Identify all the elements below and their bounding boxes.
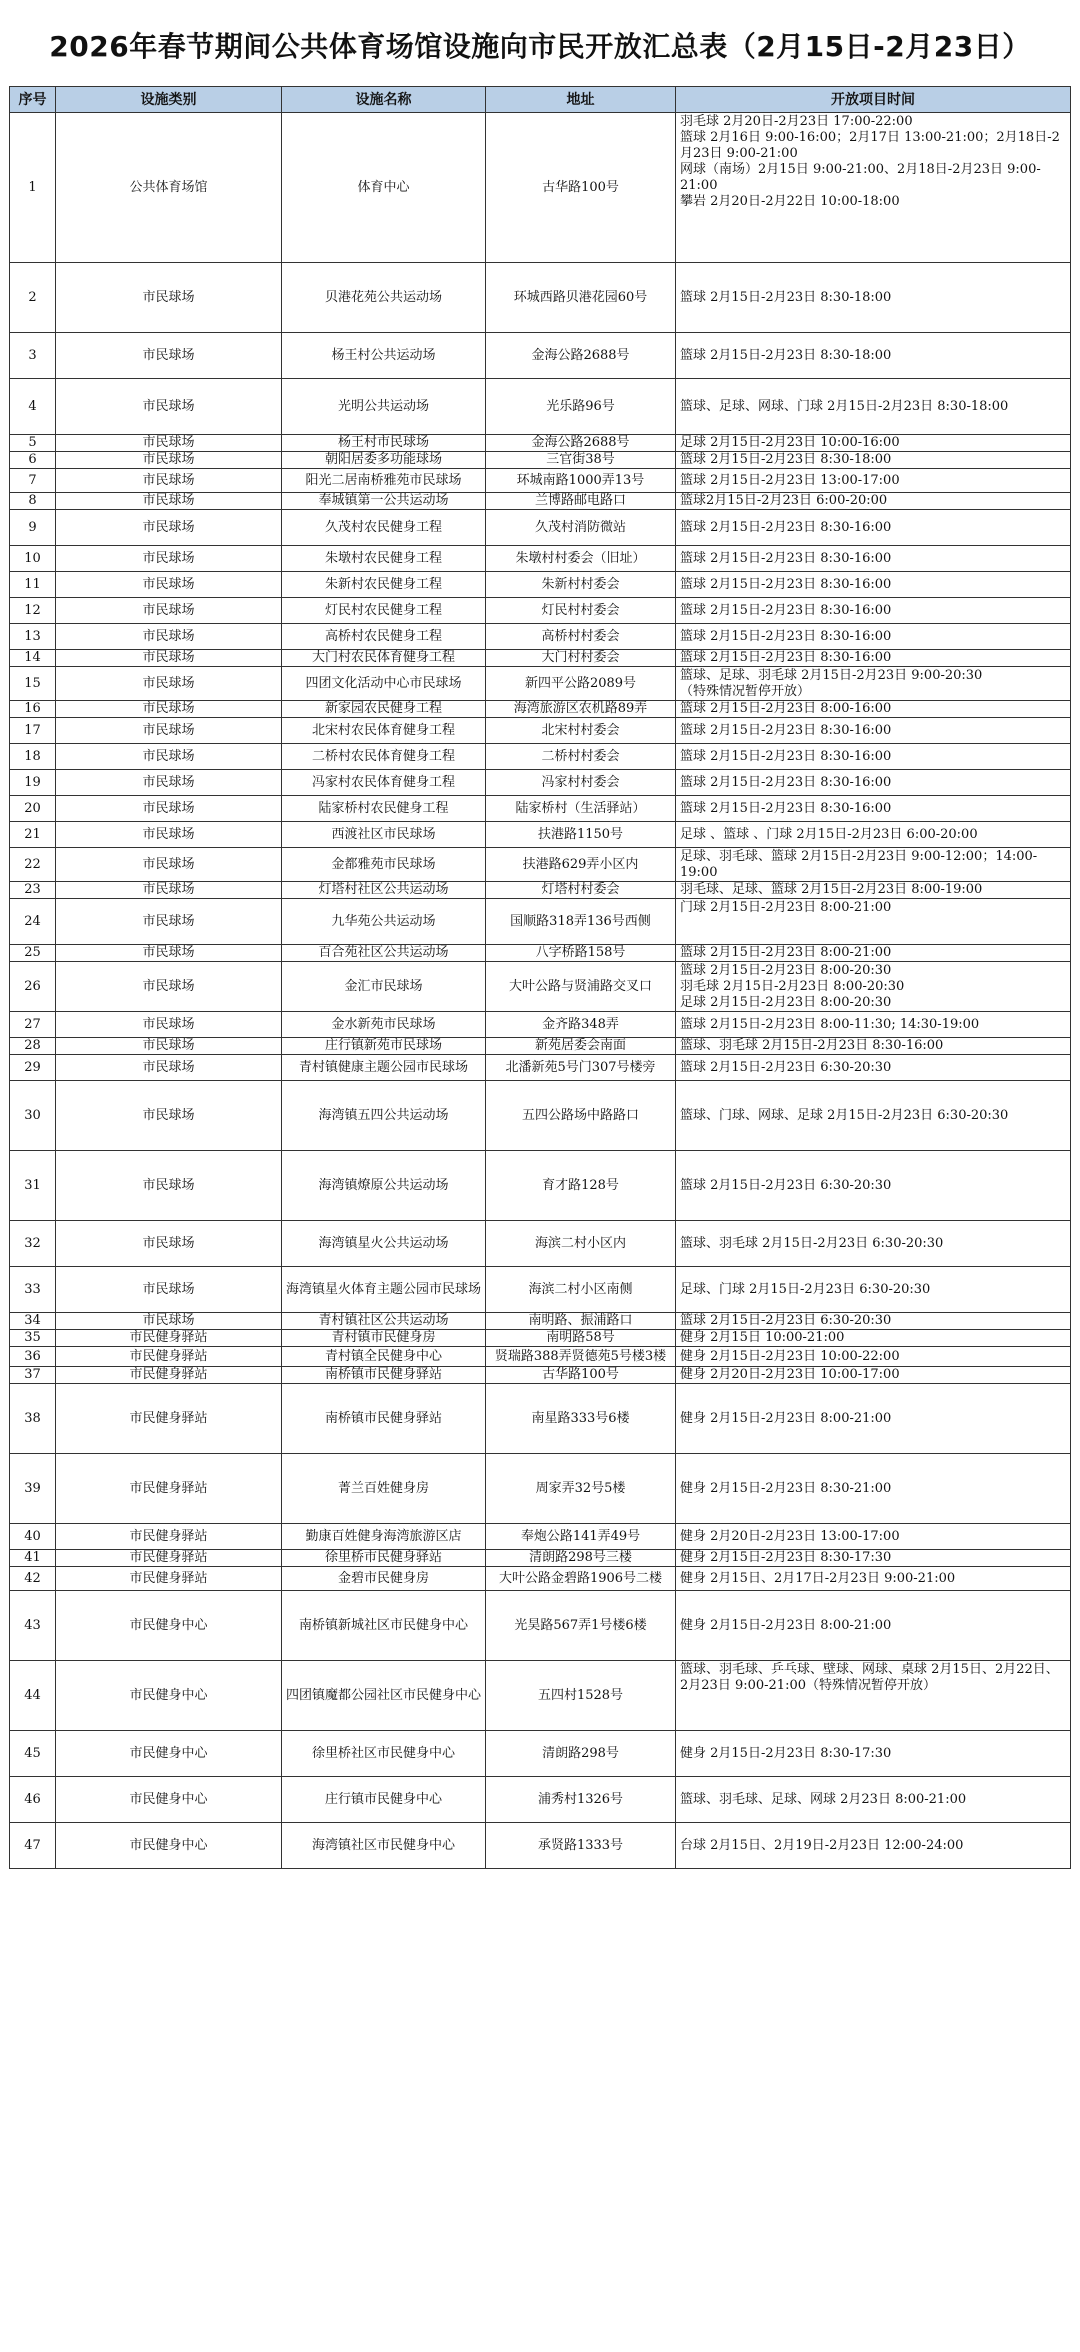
- table-row: [10, 1591, 1071, 1661]
- row-index: 28: [10, 1038, 56, 1055]
- row-facility-name: 四团镇魔都公园社区市民健身中心: [282, 1661, 486, 1731]
- row-address: 冯家村村委会: [486, 770, 676, 796]
- row-address: 久茂村消防微站: [486, 510, 676, 546]
- row-address: 南明路58号: [486, 1330, 676, 1347]
- row-index: 40: [10, 1524, 56, 1550]
- row-category: 市民健身驿站: [56, 1550, 282, 1567]
- row-open-time: 篮球 2月15日-2月23日 8:30-16:00: [676, 718, 1071, 744]
- row-address: 国顺路318弄136号西侧: [486, 899, 676, 945]
- row-category: 市民球场: [56, 452, 282, 469]
- row-open-time: 健身 2月20日-2月23日 10:00-17:00: [676, 1367, 1071, 1384]
- row-open-time: 篮球、羽毛球 2月15日-2月23日 6:30-20:30: [676, 1221, 1071, 1267]
- table-row: [10, 1055, 1071, 1081]
- table-row: [10, 598, 1071, 624]
- row-facility-name: 海湾镇燎原公共运动场: [282, 1151, 486, 1221]
- table-row: [10, 822, 1071, 848]
- row-open-time: 健身 2月15日-2月23日 10:00-22:00: [676, 1347, 1071, 1367]
- row-open-time: 羽毛球 2月20日-2月23日 17:00-22:00 篮球 2月16日 9:00-16:00；2月17日 13:00-21:00；2月18日-2月23日 9:00-21:00 网球（南场）2月15日 9:00-21:00、2月18日-2月23日 9:00-21:00 攀岩 2月20日-2月22日 10:00-18:00: [676, 113, 1071, 263]
- row-facility-name: 青村镇社区公共运动场: [282, 1313, 486, 1330]
- row-address: 朱新村村委会: [486, 572, 676, 598]
- row-category: 市民球场: [56, 770, 282, 796]
- row-category: 市民健身驿站: [56, 1384, 282, 1454]
- header-row: [10, 87, 1071, 113]
- table-row: [10, 770, 1071, 796]
- row-facility-name: 海湾镇星火公共运动场: [282, 1221, 486, 1267]
- table-row: [10, 1267, 1071, 1313]
- row-address: 新四平公路2089号: [486, 667, 676, 701]
- row-category: 市民球场: [56, 962, 282, 1012]
- row-address: 灯塔村村委会: [486, 882, 676, 899]
- row-address: 扶港路629弄小区内: [486, 848, 676, 882]
- row-address: 海滨二村小区南侧: [486, 1267, 676, 1313]
- row-facility-name: 久茂村农民健身工程: [282, 510, 486, 546]
- row-index: 46: [10, 1777, 56, 1823]
- row-open-time: 健身 2月15日 10:00-21:00: [676, 1330, 1071, 1347]
- row-category: 市民球场: [56, 1081, 282, 1151]
- row-address: 金齐路348弄: [486, 1012, 676, 1038]
- row-address: 兰博路邮电路口: [486, 493, 676, 510]
- row-open-time: 篮球2月15日-2月23日 6:00-20:00: [676, 493, 1071, 510]
- row-open-time: 健身 2月15日-2月23日 8:30-17:30: [676, 1731, 1071, 1777]
- row-address: 灯民村村委会: [486, 598, 676, 624]
- row-open-time: 足球、羽毛球、篮球 2月15日-2月23日 9:00-12:00；14:00-19:00: [676, 848, 1071, 882]
- row-address: 朱墩村村委会（旧址）: [486, 546, 676, 572]
- row-facility-name: 朝阳居委多功能球场: [282, 452, 486, 469]
- table-row: [10, 1081, 1071, 1151]
- row-facility-name: 青村镇健康主题公园市民球场: [282, 1055, 486, 1081]
- row-index: 17: [10, 718, 56, 744]
- table-row: [10, 796, 1071, 822]
- row-address: 环城西路贝港花园60号: [486, 263, 676, 333]
- row-index: 10: [10, 546, 56, 572]
- table-row: [10, 744, 1071, 770]
- row-address: 奉炮公路141弄49号: [486, 1524, 676, 1550]
- row-index: 3: [10, 333, 56, 379]
- row-facility-name: 贝港花苑公共运动场: [282, 263, 486, 333]
- row-category: 市民球场: [56, 718, 282, 744]
- table-row: [10, 510, 1071, 546]
- row-facility-name: 海湾镇五四公共运动场: [282, 1081, 486, 1151]
- row-index: 38: [10, 1384, 56, 1454]
- row-address: 浦秀村1326号: [486, 1777, 676, 1823]
- row-address: 金海公路2688号: [486, 435, 676, 452]
- row-open-time: 足球 、篮球 、门球 2月15日-2月23日 6:00-20:00: [676, 822, 1071, 848]
- row-facility-name: 二桥村农民体育健身工程: [282, 744, 486, 770]
- table-row: [10, 1550, 1071, 1567]
- table-row: [10, 263, 1071, 333]
- row-category: 公共体育场馆: [56, 113, 282, 263]
- row-category: 市民健身中心: [56, 1591, 282, 1661]
- row-address: 周家弄32号5楼: [486, 1454, 676, 1524]
- table-row: [10, 848, 1071, 882]
- table-row: [10, 1777, 1071, 1823]
- row-index: 21: [10, 822, 56, 848]
- row-index: 26: [10, 962, 56, 1012]
- row-category: 市民球场: [56, 945, 282, 962]
- row-open-time: 篮球 2月15日-2月23日 8:30-18:00: [676, 452, 1071, 469]
- row-category: 市民球场: [56, 1267, 282, 1313]
- row-index: 22: [10, 848, 56, 882]
- table-row: [10, 667, 1071, 701]
- row-address: 陆家桥村（生活驿站）: [486, 796, 676, 822]
- row-address: 清朗路298号三楼: [486, 1550, 676, 1567]
- row-open-time: 健身 2月15日、2月17日-2月23日 9:00-21:00: [676, 1567, 1071, 1591]
- row-category: 市民球场: [56, 1038, 282, 1055]
- row-category: 市民球场: [56, 1055, 282, 1081]
- table-row: [10, 1731, 1071, 1777]
- row-open-time: 篮球 2月15日-2月23日 8:30-16:00: [676, 744, 1071, 770]
- row-facility-name: 金汇市民球场: [282, 962, 486, 1012]
- row-index: 2: [10, 263, 56, 333]
- row-open-time: 篮球 2月15日-2月23日 8:30-16:00: [676, 770, 1071, 796]
- table-row: [10, 1454, 1071, 1524]
- row-index: 45: [10, 1731, 56, 1777]
- row-index: 32: [10, 1221, 56, 1267]
- row-address: 新苑居委会南面: [486, 1038, 676, 1055]
- row-open-time: 篮球 2月15日-2月23日 8:00-21:00: [676, 945, 1071, 962]
- row-facility-name: 新家园农民健身工程: [282, 701, 486, 718]
- row-category: 市民球场: [56, 333, 282, 379]
- row-facility-name: 杨王村公共运动场: [282, 333, 486, 379]
- row-open-time: 羽毛球、足球、篮球 2月15日-2月23日 8:00-19:00: [676, 882, 1071, 899]
- row-category: 市民球场: [56, 510, 282, 546]
- row-address: 古华路100号: [486, 1367, 676, 1384]
- row-address: 扶港路1150号: [486, 822, 676, 848]
- row-index: 42: [10, 1567, 56, 1591]
- row-facility-name: 奉城镇第一公共运动场: [282, 493, 486, 510]
- row-index: 34: [10, 1313, 56, 1330]
- row-facility-name: 南桥镇新城社区市民健身中心: [282, 1591, 486, 1661]
- row-category: 市民健身中心: [56, 1661, 282, 1731]
- row-open-time: 足球 2月15日-2月23日 10:00-16:00: [676, 435, 1071, 452]
- row-address: 海湾旅游区农机路89弄: [486, 701, 676, 718]
- row-facility-name: 灯塔村社区公共运动场: [282, 882, 486, 899]
- table-row: [10, 945, 1071, 962]
- row-address: 三官街38号: [486, 452, 676, 469]
- row-category: 市民球场: [56, 899, 282, 945]
- row-category: 市民球场: [56, 624, 282, 650]
- row-facility-name: 杨王村市民球场: [282, 435, 486, 452]
- table-row: [10, 1567, 1071, 1591]
- row-facility-name: 四团文化活动中心市民球场: [282, 667, 486, 701]
- row-category: 市民球场: [56, 572, 282, 598]
- table-row: [10, 1661, 1071, 1731]
- row-category: 市民球场: [56, 546, 282, 572]
- row-category: 市民健身驿站: [56, 1567, 282, 1591]
- header-index: 序号: [10, 87, 56, 113]
- row-open-time: 篮球 2月15日-2月23日 6:30-20:30: [676, 1151, 1071, 1221]
- table-row: [10, 435, 1071, 452]
- row-open-time: 台球 2月15日、2月19日-2月23日 12:00-24:00: [676, 1823, 1071, 1869]
- row-open-time: 篮球 2月15日-2月23日 8:00-20:30 羽毛球 2月15日-2月23日 8:00-20:30 足球 2月15日-2月23日 8:00-20:30: [676, 962, 1071, 1012]
- table-row: [10, 452, 1071, 469]
- table-row: [10, 572, 1071, 598]
- table-row: [10, 899, 1071, 945]
- row-open-time: 篮球、门球、网球、足球 2月15日-2月23日 6:30-20:30: [676, 1081, 1071, 1151]
- row-address: 北潘新苑5号门307号楼旁: [486, 1055, 676, 1081]
- row-facility-name: 南桥镇市民健身驿站: [282, 1384, 486, 1454]
- row-index: 14: [10, 650, 56, 667]
- row-open-time: 篮球 2月15日-2月23日 8:30-16:00: [676, 572, 1071, 598]
- table-row: [10, 650, 1071, 667]
- table-row: [10, 1151, 1071, 1221]
- row-open-time: 篮球、羽毛球 2月15日-2月23日 8:30-16:00: [676, 1038, 1071, 1055]
- row-index: 43: [10, 1591, 56, 1661]
- table-row: [10, 493, 1071, 510]
- table-row: [10, 1330, 1071, 1347]
- row-category: 市民球场: [56, 598, 282, 624]
- row-open-time: 门球 2月15日-2月23日 8:00-21:00: [676, 899, 1071, 945]
- row-open-time: 篮球、足球、网球、门球 2月15日-2月23日 8:30-18:00: [676, 379, 1071, 435]
- row-address: 二桥村村委会: [486, 744, 676, 770]
- row-category: 市民球场: [56, 744, 282, 770]
- table-row: [10, 469, 1071, 493]
- row-open-time: 篮球 2月15日-2月23日 8:30-18:00: [676, 333, 1071, 379]
- row-address: 育才路128号: [486, 1151, 676, 1221]
- row-index: 12: [10, 598, 56, 624]
- row-index: 39: [10, 1454, 56, 1524]
- row-category: 市民健身中心: [56, 1777, 282, 1823]
- row-facility-name: 陆家桥村农民健身工程: [282, 796, 486, 822]
- table-body: [10, 113, 1071, 1869]
- row-facility-name: 海湾镇星火体育主题公园市民球场: [282, 1267, 486, 1313]
- row-address: 金海公路2688号: [486, 333, 676, 379]
- row-address: 大门村村委会: [486, 650, 676, 667]
- row-open-time: 篮球 2月15日-2月23日 8:30-16:00: [676, 624, 1071, 650]
- row-address: 贤瑞路388弄贤德苑5号楼3楼: [486, 1347, 676, 1367]
- table-row: [10, 1367, 1071, 1384]
- row-index: 47: [10, 1823, 56, 1869]
- row-facility-name: 金水新苑市民球场: [282, 1012, 486, 1038]
- table-row: [10, 882, 1071, 899]
- row-index: 18: [10, 744, 56, 770]
- row-open-time: 篮球 2月15日-2月23日 8:30-16:00: [676, 510, 1071, 546]
- row-facility-name: 北宋村农民体育健身工程: [282, 718, 486, 744]
- row-open-time: 篮球 2月15日-2月23日 13:00-17:00: [676, 469, 1071, 493]
- document-title: 2026年春节期间公共体育场馆设施向市民开放汇总表（2月15日-2月23日）: [49, 30, 1031, 63]
- row-open-time: 篮球 2月15日-2月23日 8:30-16:00: [676, 650, 1071, 667]
- row-open-time: 篮球 2月15日-2月23日 8:30-18:00: [676, 263, 1071, 333]
- row-category: 市民健身驿站: [56, 1347, 282, 1367]
- row-index: 29: [10, 1055, 56, 1081]
- row-address: 五四公路场中路路口: [486, 1081, 676, 1151]
- row-category: 市民球场: [56, 848, 282, 882]
- row-facility-name: 徐里桥市民健身驿站: [282, 1550, 486, 1567]
- row-facility-name: 菁兰百姓健身房: [282, 1454, 486, 1524]
- row-facility-name: 冯家村农民体育健身工程: [282, 770, 486, 796]
- row-facility-name: 西渡社区市民球场: [282, 822, 486, 848]
- row-open-time: 篮球、足球、羽毛球 2月15日-2月23日 9:00-20:30 （特殊情况暂停开放）: [676, 667, 1071, 701]
- table-row: [10, 1221, 1071, 1267]
- row-facility-name: 庄行镇市民健身中心: [282, 1777, 486, 1823]
- row-index: 20: [10, 796, 56, 822]
- row-index: 16: [10, 701, 56, 718]
- row-facility-name: 金都雅苑市民球场: [282, 848, 486, 882]
- row-facility-name: 朱新村农民健身工程: [282, 572, 486, 598]
- row-open-time: 篮球 2月15日-2月23日 8:00-11:30; 14:30-19:00: [676, 1012, 1071, 1038]
- row-category: 市民球场: [56, 667, 282, 701]
- row-address: 环城南路1000弄13号: [486, 469, 676, 493]
- row-facility-name: 勤康百姓健身海湾旅游区店: [282, 1524, 486, 1550]
- table-row: [10, 1347, 1071, 1367]
- table-row: [10, 701, 1071, 718]
- row-category: 市民球场: [56, 379, 282, 435]
- row-category: 市民球场: [56, 435, 282, 452]
- row-open-time: 篮球 2月15日-2月23日 8:00-16:00: [676, 701, 1071, 718]
- row-index: 37: [10, 1367, 56, 1384]
- row-index: 7: [10, 469, 56, 493]
- row-facility-name: 体育中心: [282, 113, 486, 263]
- row-category: 市民健身中心: [56, 1731, 282, 1777]
- row-category: 市民健身驿站: [56, 1454, 282, 1524]
- row-index: 35: [10, 1330, 56, 1347]
- row-category: 市民球场: [56, 1151, 282, 1221]
- table-row: [10, 718, 1071, 744]
- row-index: 25: [10, 945, 56, 962]
- row-address: 南明路、振浦路口: [486, 1313, 676, 1330]
- row-index: 19: [10, 770, 56, 796]
- row-facility-name: 阳光二居南桥雅苑市民球场: [282, 469, 486, 493]
- row-open-time: 篮球 2月15日-2月23日 8:30-16:00: [676, 796, 1071, 822]
- row-facility-name: 金碧市民健身房: [282, 1567, 486, 1591]
- row-facility-name: 高桥村农民健身工程: [282, 624, 486, 650]
- row-index: 36: [10, 1347, 56, 1367]
- row-facility-name: 光明公共运动场: [282, 379, 486, 435]
- row-category: 市民球场: [56, 882, 282, 899]
- row-address: 五四村1528号: [486, 1661, 676, 1731]
- row-address: 古华路100号: [486, 113, 676, 263]
- row-category: 市民球场: [56, 1313, 282, 1330]
- row-open-time: 篮球 2月15日-2月23日 8:30-16:00: [676, 546, 1071, 572]
- row-open-time: 篮球 2月15日-2月23日 6:30-20:30: [676, 1313, 1071, 1330]
- row-index: 27: [10, 1012, 56, 1038]
- row-open-time: 健身 2月15日-2月23日 8:00-21:00: [676, 1591, 1071, 1661]
- table-row: [10, 333, 1071, 379]
- row-index: 8: [10, 493, 56, 510]
- row-address: 南星路333号6楼: [486, 1384, 676, 1454]
- row-index: 11: [10, 572, 56, 598]
- row-category: 市民健身驿站: [56, 1524, 282, 1550]
- row-address: 大叶公路与贤浦路交叉口: [486, 962, 676, 1012]
- row-category: 市民球场: [56, 263, 282, 333]
- row-address: 大叶公路金碧路1906号二楼: [486, 1567, 676, 1591]
- table-row: [10, 113, 1071, 263]
- header-address: 地址: [486, 87, 676, 113]
- row-index: 24: [10, 899, 56, 945]
- table-row: [10, 1313, 1071, 1330]
- row-address: 八字桥路158号: [486, 945, 676, 962]
- row-open-time: 健身 2月15日-2月23日 8:00-21:00: [676, 1384, 1071, 1454]
- row-address: 光昊路567弄1号楼6楼: [486, 1591, 676, 1661]
- row-open-time: 篮球 2月15日-2月23日 6:30-20:30: [676, 1055, 1071, 1081]
- row-index: 30: [10, 1081, 56, 1151]
- header-name: 设施名称: [282, 87, 486, 113]
- row-address: 高桥村村委会: [486, 624, 676, 650]
- table-row: [10, 546, 1071, 572]
- row-index: 4: [10, 379, 56, 435]
- table-row: [10, 1823, 1071, 1869]
- row-facility-name: 庄行镇新苑市民球场: [282, 1038, 486, 1055]
- row-category: 市民球场: [56, 822, 282, 848]
- row-category: 市民球场: [56, 1221, 282, 1267]
- row-address: 清朗路298号: [486, 1731, 676, 1777]
- row-address: 海滨二村小区内: [486, 1221, 676, 1267]
- header-open-time: 开放项目时间: [676, 87, 1071, 113]
- row-category: 市民健身中心: [56, 1823, 282, 1869]
- row-category: 市民健身驿站: [56, 1330, 282, 1347]
- row-open-time: 足球、门球 2月15日-2月23日 6:30-20:30: [676, 1267, 1071, 1313]
- row-facility-name: 大门村农民体育健身工程: [282, 650, 486, 667]
- row-facility-name: 青村镇全民健身中心: [282, 1347, 486, 1367]
- row-address: 光乐路96号: [486, 379, 676, 435]
- header-category: 设施类别: [56, 87, 282, 113]
- row-facility-name: 青村镇市民健身房: [282, 1330, 486, 1347]
- table-row: [10, 379, 1071, 435]
- row-facility-name: 朱墩村农民健身工程: [282, 546, 486, 572]
- row-open-time: 健身 2月20日-2月23日 13:00-17:00: [676, 1524, 1071, 1550]
- row-open-time: 篮球 2月15日-2月23日 8:30-16:00: [676, 598, 1071, 624]
- table-row: [10, 1038, 1071, 1055]
- row-category: 市民球场: [56, 493, 282, 510]
- row-facility-name: 九华苑公共运动场: [282, 899, 486, 945]
- row-address: 北宋村村委会: [486, 718, 676, 744]
- row-index: 41: [10, 1550, 56, 1567]
- row-index: 23: [10, 882, 56, 899]
- row-index: 15: [10, 667, 56, 701]
- row-facility-name: 灯民村农民健身工程: [282, 598, 486, 624]
- row-facility-name: 百合苑社区公共运动场: [282, 945, 486, 962]
- row-index: 13: [10, 624, 56, 650]
- row-index: 1: [10, 113, 56, 263]
- row-open-time: 篮球、羽毛球、乒乓球、壁球、网球、桌球 2月15日、2月22日、2月23日 9:00-21:00（特殊情况暂停开放）: [676, 1661, 1071, 1731]
- table-row: [10, 624, 1071, 650]
- row-category: 市民球场: [56, 701, 282, 718]
- row-facility-name: 海湾镇社区市民健身中心: [282, 1823, 486, 1869]
- row-index: 44: [10, 1661, 56, 1731]
- row-category: 市民健身驿站: [56, 1367, 282, 1384]
- row-open-time: 篮球、羽毛球、足球、网球 2月23日 8:00-21:00: [676, 1777, 1071, 1823]
- row-index: 33: [10, 1267, 56, 1313]
- row-open-time: 健身 2月15日-2月23日 8:30-17:30: [676, 1550, 1071, 1567]
- row-category: 市民球场: [56, 796, 282, 822]
- row-category: 市民球场: [56, 650, 282, 667]
- row-index: 31: [10, 1151, 56, 1221]
- row-facility-name: 南桥镇市民健身驿站: [282, 1367, 486, 1384]
- row-address: 承贤路1333号: [486, 1823, 676, 1869]
- row-index: 5: [10, 435, 56, 452]
- row-category: 市民球场: [56, 1012, 282, 1038]
- row-facility-name: 徐里桥社区市民健身中心: [282, 1731, 486, 1777]
- row-category: 市民球场: [56, 469, 282, 493]
- table-row: [10, 1012, 1071, 1038]
- row-open-time: 健身 2月15日-2月23日 8:30-21:00: [676, 1454, 1071, 1524]
- table-row: [10, 1384, 1071, 1454]
- row-index: 9: [10, 510, 56, 546]
- facility-table: [9, 86, 1071, 1869]
- table-row: [10, 962, 1071, 1012]
- table-row: [10, 1524, 1071, 1550]
- row-index: 6: [10, 452, 56, 469]
